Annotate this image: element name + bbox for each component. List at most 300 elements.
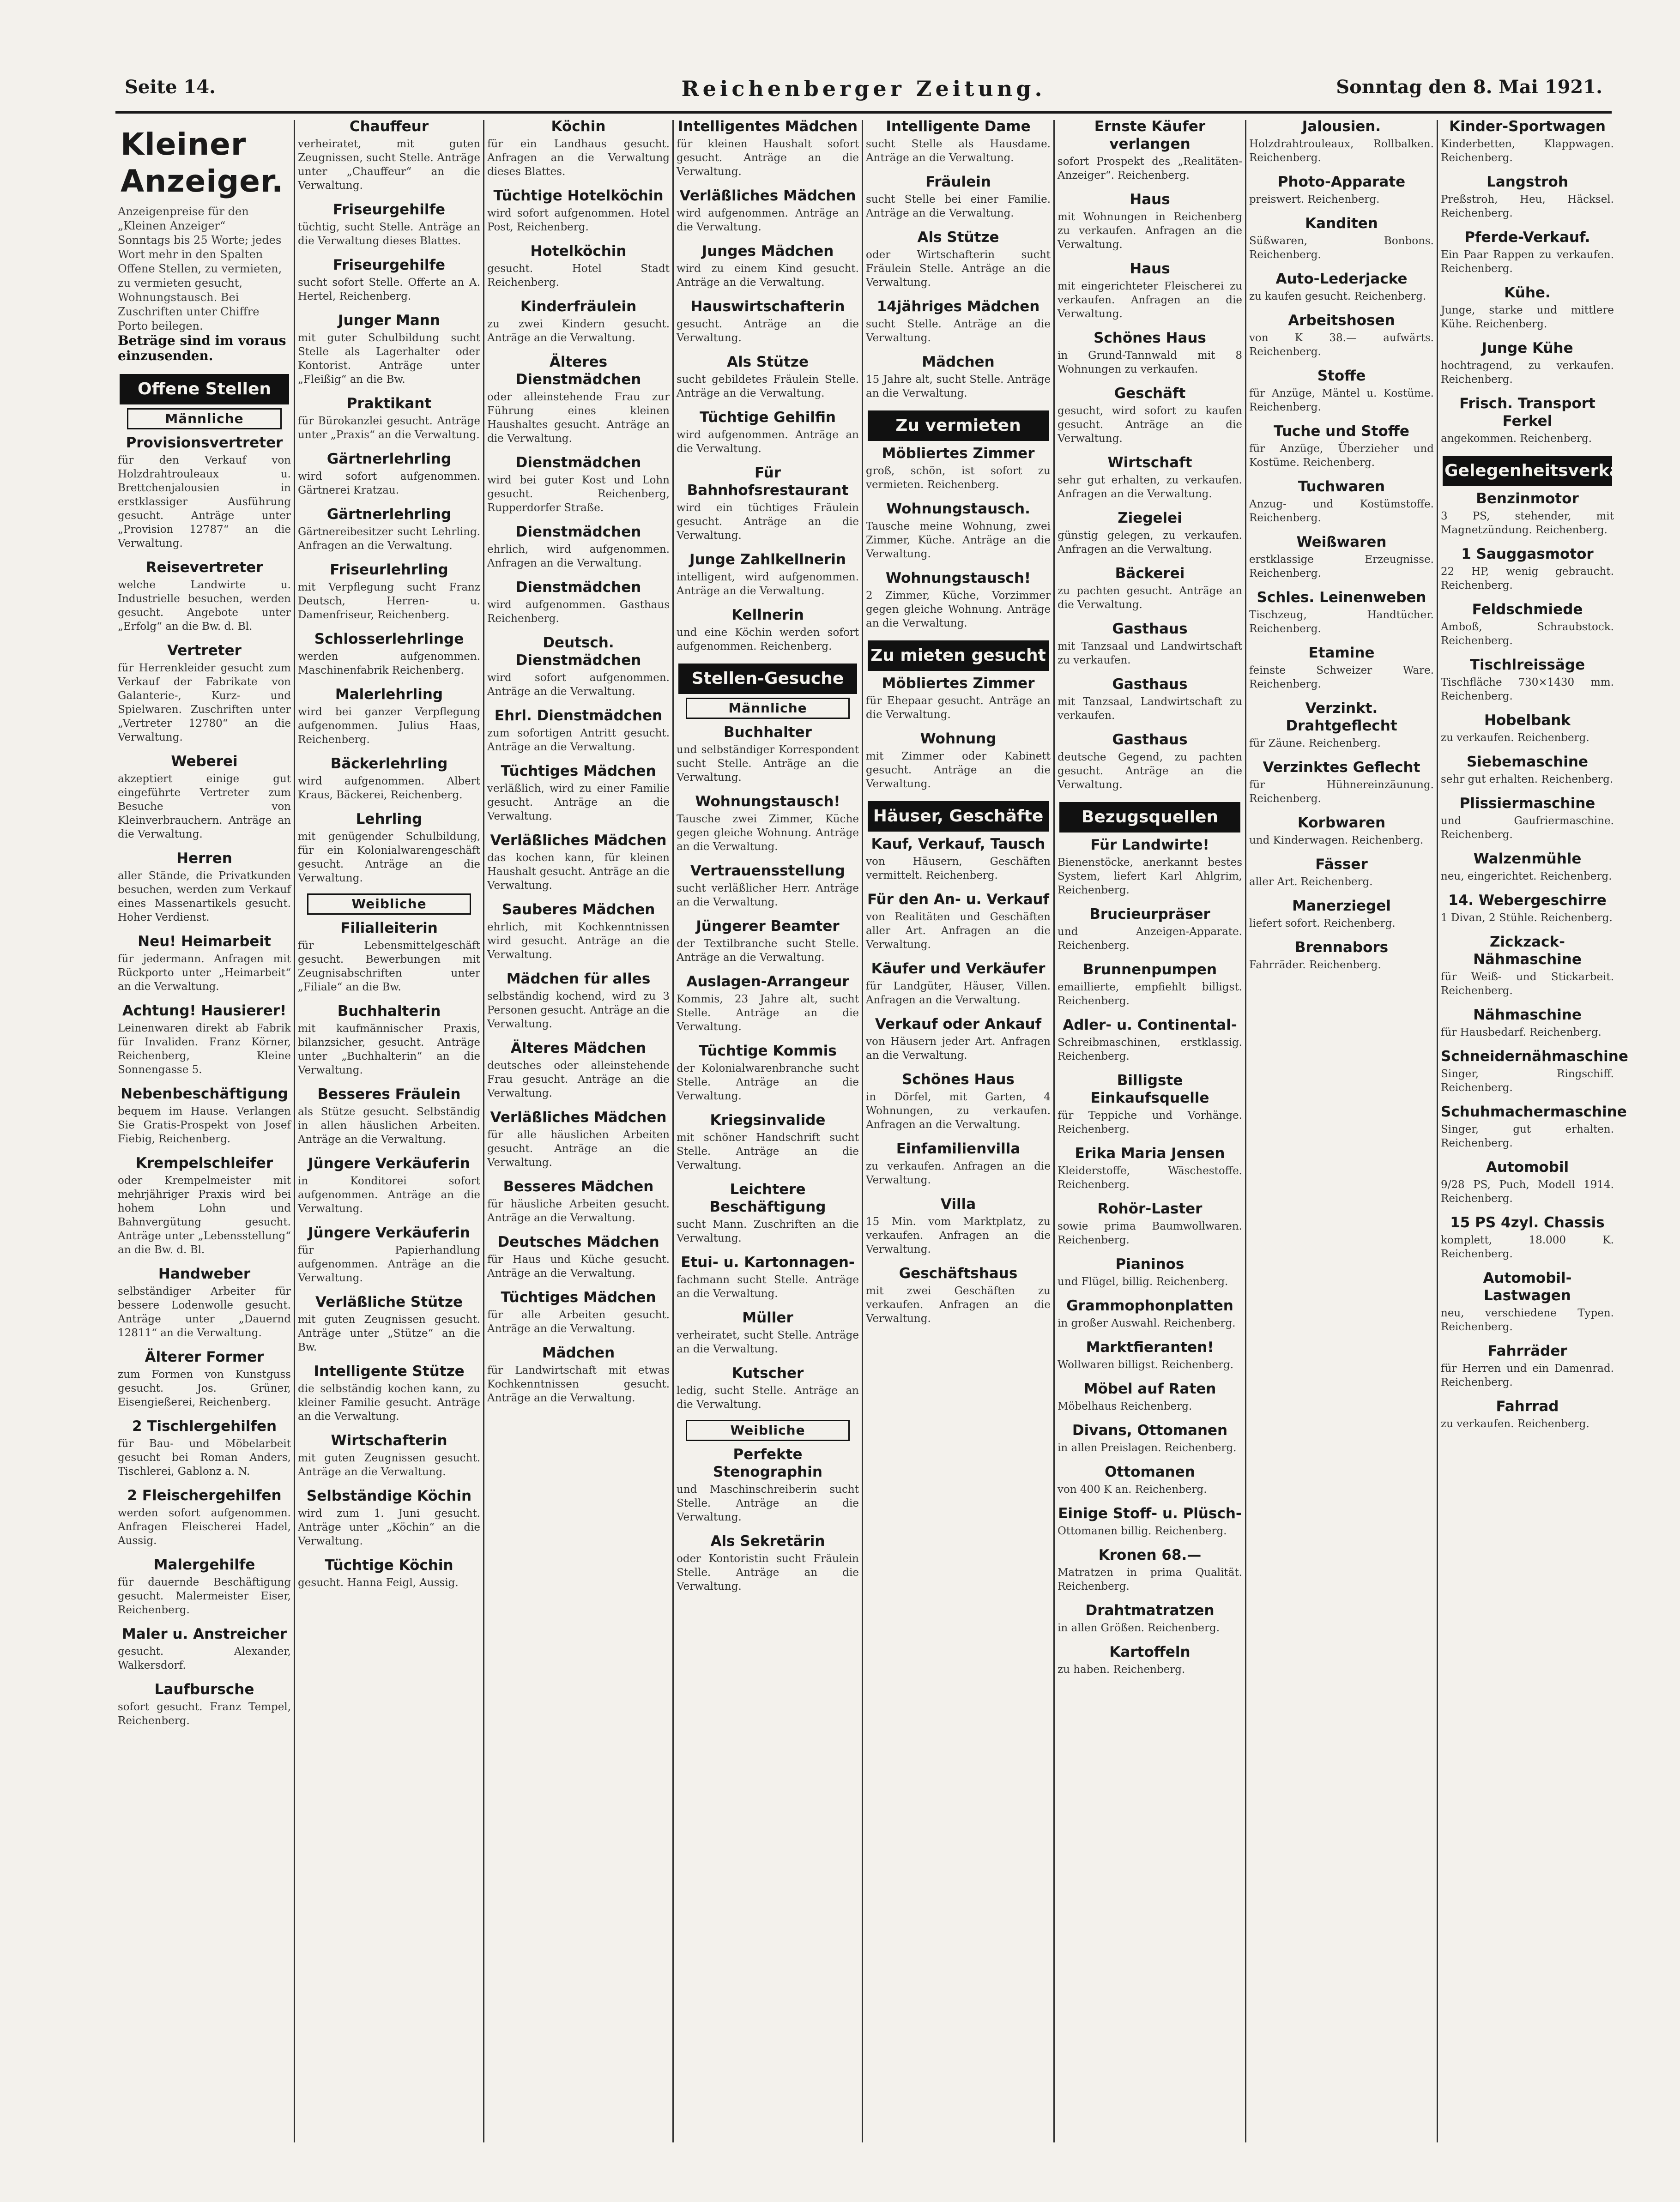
classified-ad — [1441, 1269, 1614, 1334]
classified-ad — [118, 933, 291, 994]
classified-ad — [677, 1042, 859, 1103]
ad-body: verläßlich, wird zu einer Familie gesucht. Anträge an die Verwaltung. — [487, 783, 670, 822]
ad-body: für Haus und Küche gesucht. Anträge an die Verwaltung. — [487, 1254, 670, 1279]
ad-headline: Tüchtiges Mädchen — [501, 763, 656, 779]
classified-ad — [487, 298, 670, 345]
ad-headline: Verläßliche Stütze — [315, 1294, 463, 1310]
classified-ad — [866, 173, 1051, 220]
ad-headline: Buchhalter — [724, 724, 812, 741]
classified-ad — [118, 1681, 291, 1728]
ad-body: für jedermann. Anfragen mit Rückporto unter „Heimarbeit“ an die Verwaltung. — [118, 953, 291, 993]
ad-headline: Wohnungstausch! — [695, 793, 840, 810]
ad-body: für Landgüter, Häuser, Villen. Anfragen an die Verwaltung. — [866, 980, 1051, 1006]
ad-body: aller Art. Reichenberg. — [1249, 875, 1434, 889]
ad-headline: Kellnerin — [731, 607, 804, 623]
classified-ad — [1058, 1505, 1242, 1538]
ad-headline: Verzinkt. Drahtgeflecht — [1286, 700, 1397, 734]
ad-body: für Weiß- und Stickarbeit. Reichenberg. — [1441, 971, 1614, 997]
ad-headline: Intelligente Stütze — [314, 1363, 465, 1380]
ad-body: für ein Landhaus gesucht. Anfragen an die Verwaltung dieses Blattes. — [487, 138, 670, 178]
ad-headline: Arbeitshosen — [1288, 312, 1395, 329]
classified-ad — [487, 762, 670, 823]
price-info — [118, 205, 291, 364]
ad-headline: Tüchtige Gehilfin — [700, 409, 836, 426]
ad-headline: Deutsches Mädchen — [497, 1234, 659, 1250]
ad-headline: Möbliertes Zimmer — [882, 445, 1035, 462]
classified-ad — [118, 642, 291, 744]
ad-body: 9/28 PS, Puch, Modell 1914. Reichenberg. — [1441, 1179, 1614, 1205]
ad-headline: Geschäft — [1114, 385, 1186, 402]
column-1 — [118, 118, 291, 2149]
ad-headline: Marktfieranten! — [1086, 1339, 1214, 1356]
classified-ad — [1441, 933, 1614, 998]
ad-body: zu haben. Reichenberg. — [1058, 1663, 1242, 1677]
ad-body: Kleiderstoffe, Wäschestoffe. Reichenberg. — [1058, 1165, 1242, 1191]
ad-body: zum sofortigen Antritt gesucht. Anträge an die Verwaltung. — [487, 727, 670, 753]
classified-ad — [866, 730, 1051, 791]
ad-headline: Korbwaren — [1297, 814, 1386, 831]
ad-headline: Auslagen-Arrangeur — [686, 973, 849, 990]
section-header-offene-stellen: Offene Stellen — [120, 374, 289, 404]
classified-ad — [298, 312, 480, 386]
ad-body: Amboß, Schraubstock. Reichenberg. — [1441, 621, 1614, 647]
classified-ad — [1058, 676, 1242, 723]
classified-ad — [1441, 753, 1614, 786]
ad-body: wird aufgenommen. Anträge an die Verwaltung. — [677, 207, 859, 233]
ad-headline: Älteres Dienstmädchen — [515, 354, 641, 388]
ad-headline: Wohnung — [920, 730, 997, 747]
ad-body: für Zäune. Reichenberg. — [1249, 736, 1434, 750]
column-2 — [298, 118, 480, 2149]
ad-headline: Drahtmatratzen — [1085, 1602, 1215, 1619]
ad-body: selbständiger Arbeiter für bessere Lodenwolle gesucht. Anträge unter „Dauernd 12811“ an die Verwaltung. — [118, 1285, 291, 1339]
classified-ad — [298, 1002, 480, 1077]
ad-body: mit Verpflegung sucht Franz Deutsch, Herren- u. Damenfriseur, Reichenberg. — [298, 581, 480, 621]
ad-body: wird sofort aufgenommen. Hotel Post, Reichenberg. — [487, 207, 670, 233]
column-6 — [1058, 118, 1242, 2149]
ad-headline: Tischlreissäge — [1469, 657, 1585, 673]
ad-headline: Gärtnerlehrling — [326, 506, 452, 523]
ad-body: Schreibmaschinen, erstklassig. Reichenberg. — [1058, 1037, 1242, 1062]
classified-ad — [118, 1487, 291, 1548]
ad-headline: Schönes Haus — [902, 1071, 1015, 1088]
ad-body: mit guten Zeugnissen gesucht. Anträge an die Verwaltung. — [298, 1452, 480, 1478]
ad-body: intelligent, wird aufgenommen. Anträge an die Verwaltung. — [677, 571, 859, 597]
ad-headline: Brucieurpräser — [1089, 906, 1210, 923]
classified-ad — [1058, 1255, 1242, 1289]
classified-ad — [866, 835, 1051, 882]
classified-ad — [1249, 215, 1434, 262]
ad-headline: Brunnenpumpen — [1082, 961, 1217, 978]
ad-headline: Dienstmädchen — [515, 454, 641, 471]
ad-body: Süßwaren, Bonbons. Reichenberg. — [1249, 235, 1434, 261]
ad-body: Anzug- und Kostümstoffe. Reichenberg. — [1249, 498, 1434, 524]
classified-ad — [677, 1181, 859, 1245]
ad-headline: Jüngerer Beamter — [696, 918, 840, 935]
ad-headline: Als Stütze — [917, 229, 999, 246]
classified-ad — [1441, 1048, 1628, 1095]
classified-ad — [1058, 565, 1242, 612]
ad-headline: Auto-Lederjacke — [1275, 271, 1408, 287]
ad-headline: Erika Maria Jensen — [1075, 1145, 1225, 1162]
ad-headline: Hauswirtschafterin — [690, 298, 845, 315]
ad-headline: Gasthaus — [1112, 621, 1188, 637]
ad-body: oder alleinstehende Frau zur Führung eines kleinen Haushaltes gesucht. Anträge an die Verwaltung. — [487, 391, 670, 445]
classified-ad — [1441, 490, 1614, 537]
classified-ad — [866, 569, 1051, 630]
ad-body: 3 PS, stehender, mit Magnetzündung. Reichenberg. — [1441, 510, 1614, 536]
classified-ad — [677, 1254, 859, 1301]
ad-headline: Wohnungstausch! — [885, 570, 1031, 586]
ad-body: und selbständiger Korrespondent sucht Stelle. Anträge an die Verwaltung. — [677, 744, 859, 784]
price-info-title: Anzeigenpreise für den „Kleinen Anzeiger“ — [118, 205, 249, 232]
ad-body: zu verkaufen. Anfragen an die Verwaltung. — [866, 1160, 1051, 1186]
classified-ad — [1058, 454, 1242, 501]
ad-headline: Kartoffeln — [1109, 1644, 1191, 1660]
classified-ad — [487, 1109, 670, 1170]
ad-body: 2 Zimmer, Küche, Vorzimmer gegen gleiche Wohnung. Anträge an die Verwaltung. — [866, 590, 1051, 629]
ad-headline: Photo-Apparate — [1277, 174, 1406, 190]
ad-headline: Kinder-Sportwagen — [1449, 118, 1606, 135]
subsection-header: Weibliche — [307, 893, 471, 915]
ad-headline: 14. Webergeschirre — [1448, 892, 1607, 909]
ad-headline: Als Stütze — [727, 354, 809, 370]
subsection-header: Weibliche — [686, 1420, 850, 1441]
classified-ad — [1058, 836, 1242, 897]
classified-ad — [1058, 509, 1242, 556]
ad-headline: Siebemaschine — [1466, 754, 1589, 770]
classified-ad — [487, 1178, 670, 1225]
ad-body: oder Krempelmeister mit mehrjähriger Praxis wird bei hohem Lohn und Bahnvergütung gesucht. Anträge unter „Lebensstellung“ an die Bw. d. Bl. — [118, 1175, 291, 1256]
classified-ad — [487, 832, 670, 893]
classified-ad — [866, 1015, 1051, 1062]
ad-body: Ottomanen billig. Reichenberg. — [1058, 1524, 1242, 1538]
ad-headline: Hotelköchin — [530, 243, 627, 259]
classified-ad — [1441, 1342, 1614, 1389]
classified-ad — [677, 973, 859, 1034]
ad-headline: Junger Mann — [338, 312, 440, 329]
ad-headline: Filialleiterin — [340, 920, 438, 936]
ad-body: mit Zimmer oder Kabinett gesucht. Anträge an die Verwaltung. — [866, 750, 1051, 790]
classified-ad — [298, 201, 480, 248]
ad-headline: Fahrräder — [1487, 1343, 1567, 1359]
ad-headline: Vertrauensstellung — [690, 863, 846, 879]
ad-headline: Pianinos — [1115, 1256, 1184, 1273]
column-divider — [1053, 120, 1055, 2142]
ad-body: Fahrräder. Reichenberg. — [1249, 958, 1434, 972]
ad-headline: Verkauf oder Ankauf — [875, 1016, 1042, 1032]
ad-body: sucht verläßlicher Herr. Anträge an die Verwaltung. — [677, 882, 859, 908]
classified-ad — [1058, 1380, 1242, 1413]
classified-ad — [866, 229, 1051, 290]
classified-ad — [487, 353, 670, 446]
ad-headline: Tüchtige Hotelköchin — [493, 187, 664, 204]
ad-headline: Für den An- u. Verkauf — [867, 891, 1049, 908]
ad-body: Kommis, 23 Jahre alt, sucht Stelle. Anträge an die Verwaltung. — [677, 993, 859, 1033]
ad-body: in großer Auswahl. Reichenberg. — [1058, 1316, 1242, 1330]
section-header: Stellen-Gesuche — [678, 664, 857, 694]
section-header: Bezugsquellen — [1059, 802, 1240, 833]
ad-body: Gärtnereibesitzer sucht Lehrling. Anfragen an die Verwaltung. — [298, 526, 480, 552]
ad-body: und Flügel, billig. Reichenberg. — [1058, 1275, 1242, 1289]
column-divider — [672, 120, 674, 2142]
ad-headline: Haus — [1130, 260, 1170, 277]
column-5 — [866, 118, 1051, 2149]
ad-body: erstklassige Erzeugnisse. Reichenberg. — [1249, 554, 1434, 579]
ad-headline: Verläßliches Mädchen — [490, 832, 667, 849]
classified-ad — [1441, 712, 1614, 745]
ad-body: mit eingerichteter Fleischerei zu verkaufen. Anfragen an die Verwaltung. — [1058, 280, 1242, 320]
ad-body: Tischzeug, Handtücher. Reichenberg. — [1249, 609, 1434, 635]
ad-headline: 2 Tischlergehilfen — [132, 1418, 277, 1435]
ad-headline: Walzenmühle — [1473, 851, 1582, 867]
classified-ad — [1441, 795, 1614, 842]
ad-headline: Malerlehrling — [335, 686, 443, 703]
classified-ad — [298, 1432, 480, 1479]
ad-body: für Lebensmittelgeschäft gesucht. Bewerbungen mit Zeugnisabschriften unter „Filiale“ an die Bw. — [298, 940, 480, 993]
ad-body: Ein Paar Rappen zu verkaufen. Reichenberg. — [1441, 249, 1614, 275]
classified-ad — [118, 753, 291, 841]
ad-headline: Automobil — [1486, 1159, 1569, 1176]
ad-body: gesucht. Alexander, Walkersdorf. — [118, 1646, 291, 1671]
ad-headline: Bäckerlehrling — [330, 755, 448, 772]
classified-ad — [1058, 1200, 1242, 1247]
ad-headline: Kanditen — [1305, 215, 1378, 232]
ad-headline: Zickzack-Nähmaschine — [1473, 934, 1582, 968]
classified-ad — [866, 298, 1051, 345]
ad-headline: Jüngere Verkäuferin — [308, 1225, 470, 1241]
ad-headline: Fräulein — [925, 174, 991, 190]
classified-ad — [298, 755, 480, 802]
classified-ad — [866, 1140, 1051, 1187]
classified-ad — [1441, 545, 1614, 592]
classified-ad — [487, 579, 670, 626]
ad-body: sowie prima Baumwollwaren. Reichenberg. — [1058, 1220, 1242, 1246]
classified-ad — [1441, 118, 1614, 165]
classified-ad — [298, 1293, 480, 1354]
column-7 — [1249, 118, 1434, 2149]
classified-ad — [1249, 118, 1434, 165]
ad-headline: Junges Mädchen — [701, 243, 834, 259]
ad-body: oder Wirtschafterin sucht Fräulein Stelle. Anträge an die Verwaltung. — [866, 249, 1051, 289]
ad-body: fachmann sucht Stelle. Anträge an die Verwaltung. — [677, 1274, 859, 1300]
ad-body: von K 38.— aufwärts. Reichenberg. — [1249, 332, 1434, 358]
classified-ad — [1249, 270, 1434, 303]
classified-ad — [487, 242, 670, 290]
classified-ad — [1249, 422, 1434, 470]
classified-ad — [1441, 395, 1614, 446]
ad-body: sucht sofort Stelle. Offerte an A. Hertel, Reichenberg. — [298, 277, 480, 302]
ad-headline: Fahrrad — [1496, 1398, 1559, 1415]
classified-ad — [1441, 284, 1614, 331]
ad-body: zu verkaufen. Reichenberg. — [1441, 1417, 1614, 1431]
ad-headline: Friseurlehrling — [330, 561, 448, 578]
ad-headline: Mädchen — [922, 354, 995, 370]
ad-body: sucht Stelle. Anträge an die Verwaltung. — [866, 318, 1051, 344]
classified-ad — [1058, 118, 1242, 182]
ad-headline: Chauffeur — [349, 118, 429, 135]
classified-ad — [298, 1086, 480, 1146]
ad-headline: Wohnungstausch. — [886, 501, 1030, 517]
ad-headline: Nebenbeschäftigung — [121, 1086, 288, 1102]
classified-ad — [866, 675, 1051, 722]
ad-body: der Kolonialwarenbranche sucht Stelle. Anträge an die Verwaltung. — [677, 1062, 859, 1102]
classified-ad — [487, 523, 670, 570]
ad-body: aller Stände, die Privatkunden besuchen, werden zum Verkauf eines Massenartikels gesucht. Hoher Verdienst. — [118, 870, 291, 923]
classified-ad — [1249, 939, 1434, 972]
ad-headline: Mädchen für alles — [506, 971, 651, 987]
classified-ad — [866, 891, 1051, 952]
ad-headline: 15 PS 4zyl. Chassis — [1450, 1214, 1605, 1231]
ad-body: Möbelhaus Reichenberg. — [1058, 1400, 1242, 1413]
classified-ad — [866, 445, 1051, 492]
ad-body: von Realitäten und Geschäften aller Art. Anfragen an die Verwaltung. — [866, 911, 1051, 951]
ad-body: in allen Preislagen. Reichenberg. — [1058, 1441, 1242, 1455]
ad-headline: Tüchtiges Mädchen — [501, 1289, 656, 1306]
ad-headline: Etui- u. Kartonnagen- — [681, 1254, 855, 1271]
ad-body: wird sofort aufgenommen. Anträge an die Verwaltung. — [487, 672, 670, 698]
ad-body: Matratzen in prima Qualität. Reichenberg. — [1058, 1567, 1242, 1593]
ad-body: für den Verkauf von Holzdrahtrouleaux u. Brettchenjalousien in erstklassiger Ausführung gesucht. Anträge unter „Provision 12787“ an die Verwaltung. — [118, 454, 291, 549]
ad-headline: Grammophonplatten — [1066, 1297, 1233, 1314]
ad-headline: Jalousien. — [1302, 118, 1381, 135]
ad-body: feinste Schweizer Ware. Reichenberg. — [1249, 664, 1434, 690]
ad-body: wird sofort aufgenommen. Gärtnerei Kratzau. — [298, 471, 480, 496]
ad-headline: Herren — [176, 850, 232, 867]
ad-body: mit genügender Schulbildung, für ein Kolonialwarengeschäft gesucht. Anträge an die Verwaltung. — [298, 831, 480, 884]
ad-headline: Dienstmädchen — [515, 524, 641, 540]
ad-headline: Kühe. — [1504, 284, 1551, 301]
ad-body: für Teppiche und Vorhänge. Reichenberg. — [1058, 1110, 1242, 1135]
ad-body: und Maschinschreiberin sucht Stelle. Anträge an die Verwaltung. — [677, 1484, 859, 1523]
classified-ad — [677, 118, 859, 179]
classified-ad — [677, 464, 859, 543]
ad-body: für Bürokanzlei gesucht. Anträge unter „Praxis“ an die Verwaltung. — [298, 415, 480, 441]
ad-headline: Mädchen — [542, 1345, 615, 1361]
ad-headline: Praktikant — [346, 395, 432, 412]
ad-headline: Müller — [742, 1309, 793, 1326]
ad-headline: Jüngere Verkäuferin — [308, 1155, 470, 1172]
ad-headline: Laufbursche — [154, 1681, 254, 1698]
ad-body: 15 Jahre alt, sucht Stelle. Anträge an die Verwaltung. — [866, 374, 1051, 399]
column-divider — [294, 120, 295, 2142]
classified-ad — [1249, 700, 1434, 750]
ad-headline: Automobil-Lastwagen — [1483, 1270, 1572, 1304]
classified-ad — [298, 506, 480, 553]
classified-ad — [866, 1265, 1051, 1326]
classified-ad — [487, 187, 670, 234]
ad-body: gesucht. Hanna Feigl, Aussig. — [298, 1576, 480, 1590]
ad-headline: Schlosserlehrlinge — [314, 631, 464, 647]
classified-ad — [677, 551, 859, 598]
ad-body: mit kaufmännischer Praxis, bilanzsicher, gesucht. Anträge unter „Buchhalterin“ an die Verwaltung. — [298, 1023, 480, 1076]
classified-ad — [1249, 533, 1434, 580]
ad-body: wird aufgenommen. Gasthaus Reichenberg. — [487, 599, 670, 625]
classified-ad — [1058, 961, 1242, 1008]
ad-headline: Maler u. Anstreicher — [121, 1626, 287, 1642]
ad-headline: Frisch. Transport Ferkel — [1459, 395, 1595, 429]
classified-ad — [1058, 620, 1242, 667]
section-header: Zu mieten gesucht — [868, 640, 1049, 671]
classified-ad — [1249, 814, 1434, 847]
classified-ad — [1058, 731, 1242, 792]
classified-ad — [677, 298, 859, 345]
classified-ad — [298, 686, 480, 747]
ad-headline: Für Bahnhofsrestaurant — [687, 465, 849, 499]
ad-headline: Fässer — [1315, 856, 1368, 873]
ad-headline: Verläßliches Mädchen — [490, 1109, 667, 1126]
classified-ad — [118, 1154, 291, 1257]
classified-ad — [1058, 191, 1242, 252]
classified-ad — [298, 395, 480, 442]
classified-ad — [487, 970, 670, 1031]
classified-ad — [298, 810, 480, 885]
ad-body: sucht Mann. Zuschriften an die Verwaltung. — [677, 1219, 859, 1244]
ad-headline: Ziegelei — [1118, 510, 1182, 526]
classified-ad — [677, 1364, 859, 1412]
subsection-header: Männliche — [686, 698, 850, 719]
classified-ad — [866, 500, 1051, 561]
newspaper-title: Reichenberger Zeitung. — [681, 76, 1046, 101]
classified-ad — [1249, 644, 1434, 691]
ad-body: Kinderbetten, Klappwagen. Reichenberg. — [1441, 138, 1614, 164]
price-info-footer: Beträge sind im voraus einzusenden. — [118, 333, 286, 363]
ad-headline: Manerziegel — [1292, 898, 1391, 914]
ad-headline: Friseurgehilfe — [333, 201, 445, 218]
ad-body: für Herrenkleider gesucht zum Verkauf der Fabrikate von Galanterie-, Kurz- und Spielwaren. Zuschriften unter „Vertreter 12780“ an die Verwaltung. — [118, 662, 291, 743]
ad-body: Bienenstöcke, anerkannt bestes System, liefert Karl Ahlgrim, Reichenberg. — [1058, 857, 1242, 896]
ad-headline: Tüchtige Köchin — [325, 1557, 453, 1574]
ad-body: selbständig kochend, wird zu 3 Personen gesucht. Anträge an die Verwaltung. — [487, 990, 670, 1030]
ad-body: gesucht, wird sofort zu kaufen gesucht. Anträge an die Verwaltung. — [1058, 405, 1242, 445]
classified-ad — [866, 1071, 1051, 1132]
ad-body: mit Tanzsaal, Landwirtschaft zu verkaufen. — [1058, 696, 1242, 722]
classified-ad — [118, 1348, 291, 1409]
ad-body: zu zwei Kindern gesucht. Anträge an die Verwaltung. — [487, 318, 670, 344]
ad-body: von Häusern, Geschäften vermittelt. Reichenberg. — [866, 856, 1051, 881]
ad-headline: Älteres Mädchen — [510, 1040, 647, 1056]
ad-body: für Anzüge, Überzieher und Kostüme. Reichenberg. — [1249, 443, 1434, 469]
ad-body: wird bei ganzer Verpflegung aufgenommen. Julius Haas, Reichenberg. — [298, 706, 480, 746]
ad-headline: Tuchwaren — [1298, 478, 1385, 495]
ad-body: für Ehepaar gesucht. Anträge an die Verwaltung. — [866, 695, 1051, 721]
ad-body: in Konditorei sofort aufgenommen. Anträge an die Verwaltung. — [298, 1175, 480, 1215]
classified-ad — [1249, 478, 1434, 525]
ad-headline: Schneidernähmaschine — [1441, 1048, 1628, 1065]
ad-headline: Benzinmotor — [1476, 490, 1579, 507]
ad-body: für Anzüge, Mäntel u. Kostüme. Reichenberg. — [1249, 387, 1434, 413]
classified-ad — [1249, 759, 1434, 806]
ad-headline: Kauf, Verkauf, Tausch — [871, 836, 1045, 852]
classified-ad — [677, 724, 859, 784]
ad-headline: Deutsch. Dienstmädchen — [515, 634, 641, 669]
classified-ad — [118, 1625, 291, 1672]
ad-headline: Selbständige Köchin — [306, 1488, 472, 1504]
section-masthead: Kleiner Anzeiger. — [121, 127, 284, 199]
ad-headline: Adler- u. Continental- — [1063, 1017, 1237, 1033]
ad-body: 22 HP, wenig gebraucht. Reichenberg. — [1441, 566, 1614, 591]
ad-body: mit guten Zeugnissen gesucht. Anträge unter „Stütze“ an die Bw. — [298, 1314, 480, 1353]
ad-body: für Herren und ein Damenrad. Reichenberg. — [1441, 1363, 1614, 1388]
ad-body: der Textilbranche sucht Stelle. Anträge an die Verwaltung. — [677, 938, 859, 964]
ad-headline: 1 Sauggasmotor — [1461, 546, 1594, 562]
ad-headline: Verzinktes Geflecht — [1263, 759, 1420, 776]
classified-ad — [118, 1002, 291, 1077]
page-header — [125, 76, 1602, 109]
ad-headline: Haus — [1130, 191, 1170, 208]
ad-body: für alle häuslichen Arbeiten gesucht. Anträge an die Verwaltung. — [487, 1129, 670, 1169]
ad-body: wird bei guter Kost und Lohn gesucht. Reichenberg, Rupperdorfer Straße. — [487, 474, 670, 514]
